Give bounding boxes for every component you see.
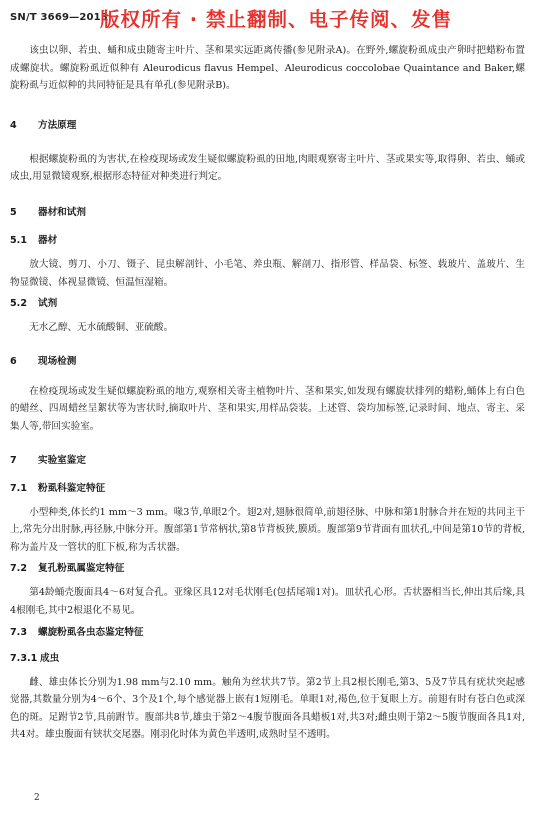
intro-paragraph: 该虫以卵、若虫、蛹和成虫随寄主叶片、茎和果实远距离传播(参见附录A)。在野外,螺旋粉虱成虫产卵时把蜡粉布置成螺旋状。螺旋粉虱近似种有 Aleurodicus flavus Hempel、Aleurodicus coccolobae Quaintance and Baker,螺旋粉虱与近似种的共同特征是具有单孔(参见附录B)。 <box>10 45 525 92</box>
section-title: 粉虱科鉴定特征 <box>38 482 106 494</box>
page-content <box>10 42 525 744</box>
page-number: 2 <box>34 793 40 803</box>
section-number: 5.1 <box>10 234 27 246</box>
section-5-1-paragraph: 放大镜、剪刀、小刀、镊子、昆虫解剖针、小毛笔、养虫瓶、解剖刀、指形管、样品袋、标签、载玻片、盖玻片、生物显微镜、体视显微镜、恒温恒湿箱。 <box>10 258 525 288</box>
section-number: 7 <box>10 454 17 466</box>
section-title: 器材 <box>38 234 58 246</box>
section-7-1-paragraph: 小型种类,体长约1 mm～3 mm。喙3节,单眼2个。翅2对,翅脉很简单,前翅径脉、中脉和第1肘脉合并在短的共同主干上,常先分出肘脉,再径脉,中脉分开。腹部第1节常柄状,第8节背板狭,膜质。腹部第9节背面有皿状孔,中间是第10节的背板,称为盖片及一管状的肛下板,称为舌状器。 <box>10 506 525 553</box>
section-5-1-heading <box>10 234 525 248</box>
section-title: 复孔粉虱属鉴定特征 <box>38 563 125 575</box>
section-number: 4 <box>10 119 17 131</box>
section-5-2-heading <box>10 297 525 311</box>
section-number: 5.2 <box>10 298 27 310</box>
section-6-heading <box>10 355 525 369</box>
section-title: 实验室鉴定 <box>38 454 86 466</box>
section-5-2-paragraph: 无水乙醇、无水硫酸铜、亚硫酸。 <box>29 322 174 334</box>
section-7-2-paragraph: 第4龄蛹壳腹面具4～6对复合孔。亚缘区具12对毛状刚毛(包括尾端1对)。皿状孔心形。舌状器相当长,伸出其后缘,具4根刚毛,其中2根退化不易见。 <box>10 587 525 616</box>
section-title: 方法原理 <box>38 119 77 131</box>
section-title: 成虫 <box>40 652 60 664</box>
section-4-paragraph: 根据螺旋粉虱的为害状,在检疫现场或发生疑似螺旋粉虱的田地,肉眼观察寄主叶片、茎或果实等,取得卵、若虫、蛹或成虫,用显微镜观察,根据形态特征对种类进行判定。 <box>10 153 525 183</box>
section-number: 5 <box>10 206 17 218</box>
section-7-heading <box>10 454 525 468</box>
section-title: 现场检测 <box>38 355 77 367</box>
section-7-2-heading <box>10 562 525 576</box>
copyright-watermark: 版权所有 · 禁止翻制、电子传阅、发售 <box>100 8 452 31</box>
section-number: 7.3 <box>10 626 27 638</box>
section-title: 试剂 <box>38 298 58 310</box>
section-7-3-1-paragraph: 雌、雄虫体长分别为1.98 mm与2.10 mm。触角为丝状共7节。第2节上具2根长刚毛,第3、5及7节具有疣状突起感觉器,其数量分别为4～6个、3个及1个,每个感觉器上嵌有1短刚毛。单眼1对,褐色,位于复眼上方。前翅有时有苍白色或深色的斑。足跗节2节,具前跗节。腹部共8节,雄虫于第2～4腹节腹面各具蜡板1对,共3对;雌虫则于第2～5腹节腹面各具1对,共4对。雄虫腹面有铗状交尾器。刚羽化时体为黄色半透明,成熟时呈不透明。 <box>10 676 525 741</box>
section-4-heading <box>10 119 525 133</box>
section-number: 6 <box>10 355 17 367</box>
section-6-paragraph: 在检疫现场或发生疑似螺旋粉虱的地方,观察相关寄主植物叶片、茎和果实,如发现有螺旋状排列的蜡粉,蛹体上有白色的蜡丝、四周蜡丝呈絮状等为害状时,摘取叶片、茎和果实,用样品袋装。上述管、袋均加标签,记录时间、地点、寄主、采集人等,带回实验室。 <box>10 385 525 432</box>
section-7-3-1-heading <box>10 652 525 666</box>
section-number: 7.2 <box>10 563 27 575</box>
section-7-1-heading <box>10 482 525 496</box>
standard-code: SN/T 3669—2013 <box>10 12 108 23</box>
section-7-3-heading <box>10 626 525 640</box>
section-5-heading <box>10 206 525 220</box>
section-number: 7.3.1 <box>10 652 38 664</box>
section-number: 7.1 <box>10 482 27 494</box>
section-title: 器材和试剂 <box>38 206 86 218</box>
section-title: 螺旋粉虱各虫态鉴定特征 <box>38 626 144 638</box>
